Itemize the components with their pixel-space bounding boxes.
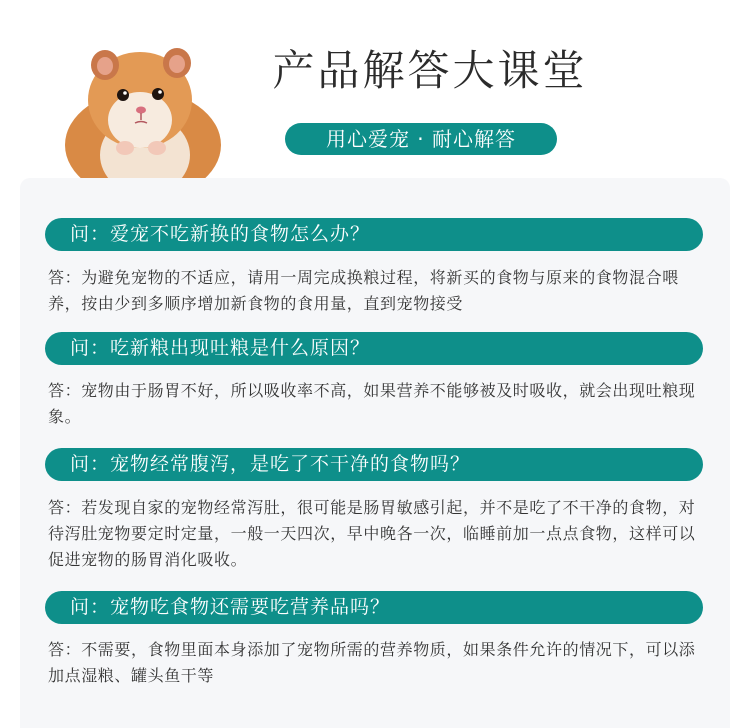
faq-answer-1: 答：为避免宠物的不适应，请用一周完成换粮过程，将新买的食物与原来的食物混合喂养，按由少到多顺序增加新食物的食用量，直到宠物接受	[48, 268, 679, 313]
hamster-image	[55, 30, 230, 180]
faq-question-1: 问：爱宠不吃新换的食物怎么办？	[45, 218, 703, 251]
faq-answer-4: 答：不需要，食物里面本身添加了宠物所需的营养物质，如果条件允许的情况下，可以添加点湿粮、罐头鱼干等	[48, 640, 696, 685]
subtitle-badge: 用心爱宠 · 耐心解答	[285, 123, 557, 155]
page-title: 产品解答大课堂	[272, 46, 588, 95]
faq-question-4: 问：宠物吃食物还需要吃营养品吗？	[45, 591, 703, 624]
faq-question-3: 问：宠物经常腹泻，是吃了不干净的食物吗？	[45, 448, 703, 481]
faq-answer-3: 答：若发现自家的宠物经常泻肚，很可能是肠胃敏感引起，并不是吃了不干净的食物，对待泻肚宠物要定时定量，一般一天四次，早中晚各一次，临睡前加一点点食物，这样可以促进宠物的肠胃消化吸收。	[48, 498, 696, 569]
faq-answer-2: 答：宠物由于肠胃不好，所以吸收率不高，如果营养不能够被及时吸收，就会出现吐粮现象。	[48, 381, 696, 426]
faq-question-2: 问：吃新粮出现吐粮是什么原因？	[45, 332, 703, 365]
header	[0, 0, 750, 180]
